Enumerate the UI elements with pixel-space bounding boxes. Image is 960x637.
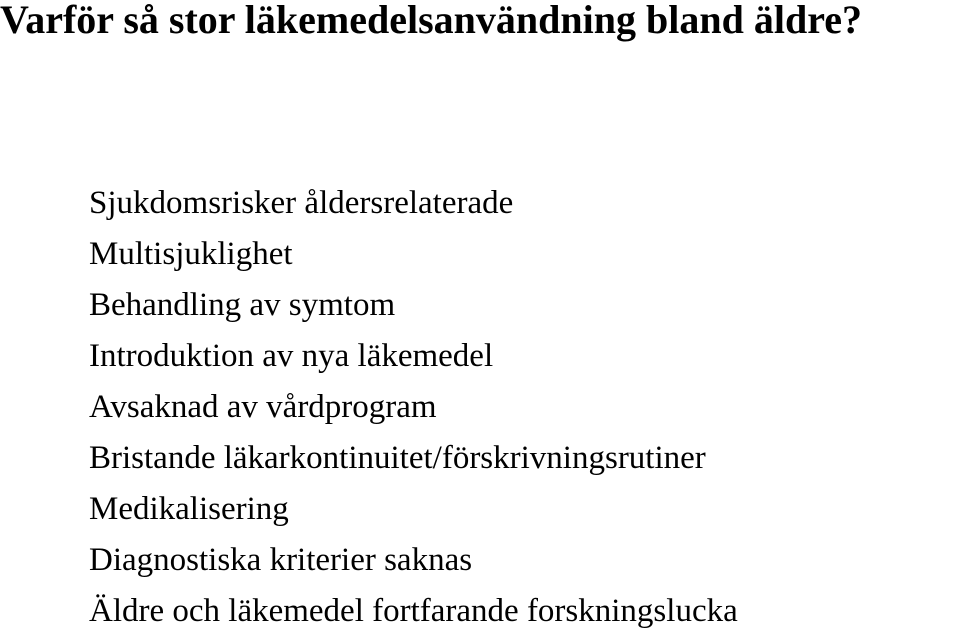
list-item: Bristande läkarkontinuitet/förskrivningsrutiner — [89, 440, 706, 476]
list-item: Avsaknad av vårdprogram — [89, 389, 437, 425]
list-item: Sjukdomsrisker åldersrelaterade — [89, 185, 514, 221]
bullet-list — [89, 178, 738, 637]
slide-title: Varför så stor läkemedelsanvändning bland äldre? — [0, 0, 863, 42]
list-item: Multisjuklighet — [89, 236, 293, 272]
list-item: Behandling av symtom — [89, 287, 396, 323]
list-item: Diagnostiska kriterier saknas — [89, 542, 473, 578]
list-item: Introduktion av nya läkemedel — [89, 338, 494, 374]
list-item: Äldre och läkemedel fortfarande forskningslucka — [89, 593, 738, 629]
list-item: Medikalisering — [89, 491, 289, 527]
